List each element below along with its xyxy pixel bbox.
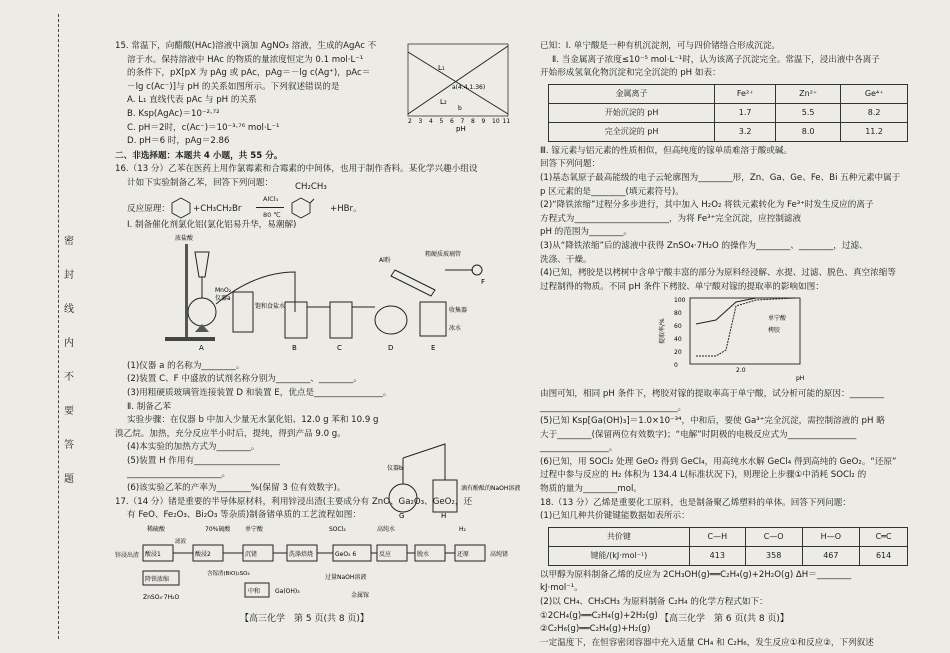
text-line: (2)以 CH₄、CH₃CH₃ 为原料制备 C₂H₄ 的化学方程式如下： <box>540 597 768 608</box>
y-tick: 80 <box>674 310 682 318</box>
text-line: 一定温度下，在恒容密闭容器中充入适量 CH₄ 和 C₂H₆，发生反应①和反应②，下列叙述 <box>540 637 874 648</box>
q16-sub: (6)该实验乙苯的产率为________%(保留 3 位有效数字)。 <box>127 483 346 494</box>
flow-start: 锌浸出渣 <box>115 551 140 559</box>
table-cell: 614 <box>860 546 908 565</box>
q17-line: 有 FeO、Fe₂O₃、Bi₂O₃ 等杂质)制备锗单质的工艺流程如图： <box>127 510 361 521</box>
x-axis-label: pH <box>796 375 805 383</box>
text-line: (4)已知，栲胶是以栲树中含单宁酸丰富的部分为原料经浸解、水提、过滤、脱色、真空浓缩等 <box>540 268 896 279</box>
text-line: 由图可知，相同 pH 条件下，栲胶对镓的提取率高于单宁酸，试分析可能的原因：________ <box>540 388 884 399</box>
ph-tick: 4 <box>429 118 433 125</box>
footer-page-6: 【高三化学 第 6 页(共 8 页)】 <box>660 614 789 624</box>
y-tick: 100 <box>674 297 686 305</box>
label-F: F <box>481 278 486 287</box>
text-line: ②C₂H₆(g)══C₂H₄(g)+H₂(g) <box>540 624 651 635</box>
ph-tick: 8 <box>471 118 475 125</box>
ph-tick: 9 <box>481 118 486 125</box>
table-cell: 3.2 <box>715 122 776 141</box>
flow-box-label: 脱水 <box>417 550 430 558</box>
table-header: 共价键 <box>549 527 690 546</box>
table-cell: 键能/(kJ·mol⁻¹) <box>549 546 690 565</box>
q15-line: 15. 常温下，向醋酸(HAc)溶液中滴加 AgNO₃ 溶液，生成的AgAc 不 <box>115 41 377 51</box>
text-line: 方程式为______________________，为将 Fe³⁺完全沉淀，应控制滤液 <box>540 213 802 224</box>
ph-axis-label: pH <box>456 125 466 133</box>
q16-sub: (5)装置 H 作用有____________________ <box>127 455 281 466</box>
label-C: C <box>337 344 342 353</box>
flow-box-label: 降铁浓缩 <box>145 575 170 583</box>
seal-char: 密 <box>64 236 74 247</box>
seal-text <box>62 225 76 497</box>
flow-filtrate: 滤液 <box>175 538 187 545</box>
q17-questions <box>540 145 920 295</box>
q15-option: A. L₁ 直线代表 pAc 与 pH 的关系 <box>127 95 257 106</box>
flow-ga-slag: 含镓渣(BiO)₂SO₄ <box>207 570 250 577</box>
question-15 <box>115 40 395 149</box>
flow-box-label: 酸浸2 <box>195 550 211 558</box>
given-line: 开始形成氢氧化物沉淀和完全沉淀的 pH 如表： <box>540 68 721 79</box>
text-line: kJ·mol⁻¹。 <box>540 583 583 594</box>
table-cell: 413 <box>689 546 745 565</box>
seal-char: 题 <box>64 474 74 485</box>
section-2-title: 二、非选择题：本题共 4 小题，共 55 分。 <box>115 150 283 161</box>
left-column <box>115 40 521 610</box>
label-mno2: MnO₂ <box>215 287 232 295</box>
text-line: pH 的范围为________。 <box>540 227 632 238</box>
table-cell: 开始沉淀的 pH <box>549 103 715 122</box>
y-axis-label: 提取率/% <box>659 318 666 345</box>
seal-char: 内 <box>64 338 74 349</box>
label-saturated-brine: 饱和食盐水 <box>255 303 286 311</box>
y-tick: 0 <box>674 362 678 370</box>
footer-page-5: 【高三化学 第 5 页(共 8 页)】 <box>240 614 369 624</box>
label-H: H <box>441 512 447 520</box>
part-1-title: Ⅰ. 制备催化剂氯化铝(氯化铝易升华，易潮解) <box>127 219 297 230</box>
extraction-graph <box>540 294 920 382</box>
flow-output: 高纯锗 <box>490 550 509 558</box>
text-line: 18.（13 分）乙烯是重要化工原料，也是制备聚乙烯塑料的单体。回答下列问题： <box>540 497 851 508</box>
q15-line: －lg c(Ac⁻)]与 pH 的关系如图所示。下列叙述错误的是 <box>127 81 340 92</box>
q15-line: 溶于水。保持溶液中 HAc 的物质的量浓度恒定为 0.1 mol·L⁻¹ <box>127 54 364 65</box>
ethylbenzene-icon <box>290 197 312 219</box>
point-b: b <box>458 105 462 112</box>
seal-char: 要 <box>64 406 74 417</box>
q15-option: B. Ksp(AgAc)＝10⁻²·⁷² <box>127 108 220 119</box>
table-cell: 1.7 <box>715 103 776 122</box>
text-line: (1)已知几种共价键键能数据如表所示： <box>540 511 690 522</box>
table-header: 金属离子 <box>549 84 715 103</box>
flow-reagent: 稀硫酸 <box>147 525 166 533</box>
label-hcl: 浓盐酸 <box>175 235 194 243</box>
text-line: (2)“降铁浓缩”过程分多步进行，其中加入 H₂O₂ 将铁元素转化为 Fe³⁺时发生反应的离子 <box>540 200 874 211</box>
text-line: ①2CH₄(g)══C₂H₄(g)+2H₂(g) <box>540 610 658 621</box>
temperature-label: 80 ℃ <box>263 210 281 219</box>
table-row <box>549 103 908 122</box>
flow-box-label: GeO₂ 6 <box>335 550 357 558</box>
flow-gaoh: Ga(OH)₃ <box>275 587 300 595</box>
seal-char: 答 <box>64 440 74 451</box>
flow-box-label: 还原 <box>457 550 470 558</box>
flow-reagent: 高纯水 <box>377 525 396 533</box>
ph-tick: 7 <box>460 118 465 125</box>
product-text: +HBr。 <box>330 203 362 214</box>
q16-sub: (4)本实验的加热方式为________。 <box>127 442 260 453</box>
l2-label: L₂ <box>440 98 447 106</box>
process-flowchart <box>115 523 515 605</box>
legend-2: 栲胶 <box>768 327 781 335</box>
substituent-text: CH₂CH₃ <box>295 181 327 192</box>
q16-sub: (2)装置 C、F 中盛放的试剂名称分别为________、________。 <box>127 374 362 385</box>
table-header: Zn²⁺ <box>776 84 841 103</box>
ph-tick: 3 <box>418 118 423 125</box>
text-line: (1)基态氧原子最高能级的电子云轮廓图为________形，Zn、Ga、Ge、Fe、Bi 五种元素中属于 <box>540 172 901 183</box>
text-line: (3)从“降铁浓缩”后的滤液中获得 ZnSO₄·7H₂O 的操作为________、________，过滤、 <box>540 240 868 251</box>
flow-reagent: 单宁酸 <box>245 525 264 533</box>
y-tick: 20 <box>674 349 682 357</box>
flow-reagent: SOCl₂ <box>329 525 346 533</box>
ph-tick: 11 <box>502 118 511 125</box>
x-tick: 2.0 <box>736 367 746 375</box>
label-instrument-b: 仪器b <box>387 465 403 472</box>
apparatus-2 <box>385 440 521 520</box>
label-A: A <box>199 344 204 353</box>
series-line <box>696 298 796 356</box>
q18-text <box>540 569 920 651</box>
table-cell: 完全沉淀的 pH <box>549 122 715 141</box>
line-l1 <box>408 46 508 114</box>
table-header: C—H <box>689 527 745 546</box>
table-cell: 5.5 <box>776 103 841 122</box>
l1-label: L₁ <box>438 64 445 72</box>
part-2-title: Ⅱ. 制备乙苯 <box>127 401 172 412</box>
text-line: 洗涤、干燥。 <box>540 254 592 265</box>
text-line: 过程中参与反应的 H₂ 体积为 134.4 L(标准状况下)，则理论上步骤①中消耗 SOCl₂ 的 <box>540 470 867 481</box>
q17-q18-text <box>540 388 920 524</box>
label-naoh: 滴有酚酞的NaOH溶液 <box>461 485 521 492</box>
ph-tick-labels <box>408 118 510 125</box>
q16-sub: (3)用粗硬质玻璃管连接装置 D 和装置 E，优点是________________。 <box>127 387 392 398</box>
text-line: 以甲醇为原料制备乙烯的反应为 2CH₃OH(g)══C₂H₄(g)+2H₂O(g) ΔH＝________ <box>540 569 852 580</box>
text-line: 回答下列问题： <box>540 159 601 170</box>
q16-step: 溴乙烷。加热，充分反应半小时后，提纯，得到产品 9.0 g。 <box>115 428 346 439</box>
flow-box-label: 中和 <box>248 587 261 595</box>
catalyst-label: AlCl₃ <box>263 194 279 203</box>
q16-subquestions <box>115 360 392 496</box>
table-cell: 358 <box>745 546 802 565</box>
ph-tick: 6 <box>450 118 454 125</box>
legend-1: 单宁酸 <box>768 315 787 323</box>
text-line: (6)已知，用 SOCl₂ 处理 GeO₂ 得到 GeCl₄，用高纯水水解 GeCl₄ 得到高纯的 GeO₂。“还原” <box>540 456 897 467</box>
table-cell: 8.2 <box>841 103 908 122</box>
q16-sub: (1)仪器 a 的名称为________。 <box>127 360 245 371</box>
ph-px-graph <box>400 42 515 132</box>
q17-line: 17.（14 分）锗是重要的半导体原材料，利用锌浸出渣(主要成分有 ZnO、Ga₂O₃、GeO₂，还 <box>115 496 473 507</box>
q15-option: C. pH＝2时，c(Ac⁻)＝10⁻³·⁷⁶ mol·L⁻¹ <box>127 122 280 133</box>
reaction-label: 反应原理： <box>127 203 170 214</box>
table-cell: 11.2 <box>841 122 908 141</box>
q16-line: 16.（13 分）乙苯在医药上用作氯霉素和合霉素的中间体，也用于制作香料。某化学兴趣小组设 <box>115 164 478 175</box>
q15-option: D. pH＝6 时，pAg＝2.86 <box>127 136 230 147</box>
ph-table <box>548 84 908 142</box>
flow-box-label: 洗涤焙烧 <box>289 550 314 558</box>
table-header: C—O <box>745 527 802 546</box>
label-B: B <box>292 344 297 353</box>
text-line: 物质的量为________mol。 <box>540 484 642 495</box>
table-row <box>549 84 908 103</box>
bond-energy-table <box>548 527 908 566</box>
label-collector: 收集器 <box>449 307 468 315</box>
table-row <box>549 122 908 141</box>
table-header: Fe²⁺ <box>715 84 776 103</box>
text-line: ________________________________。 <box>540 402 687 413</box>
text-line: Ⅲ. 镓元素与铝元素的性质相似，但高纯度的镓单质难溶于酸或碱。 <box>540 145 793 156</box>
flow-reagent: H₂ <box>459 525 466 533</box>
point-a: a(4.4,1.36) <box>452 84 486 91</box>
q15-line: 的条件下，pX[pX 为 pAg 或 pAc，pAg＝－lg c(Ag⁺)，pAc＝ <box>127 68 371 79</box>
flow-zn-product: ZnSO₄·7H₂O <box>143 593 180 601</box>
given-line: 已知：Ⅰ. 单宁酸是一种有机沉淀剂，可与四价锗络合形成沉淀。 <box>540 41 781 51</box>
right-column <box>540 40 920 650</box>
text-line: 过程制得的物质。不同 pH 条件下栲胶、单宁酸对镓的提取率的影响如图： <box>540 281 824 292</box>
flow-reagent: 70%硫酸 <box>205 525 231 533</box>
text-line: 大于________(保留两位有效数字)；“电解”时阴极的电极反应式为________________ <box>540 429 857 440</box>
label-G: G <box>399 512 405 520</box>
label-D: D <box>388 344 394 353</box>
q16-step: 实验步骤：在仪器 b 中加入少量无水氯化铝、12.0 g 苯和 10.9 g <box>127 415 379 426</box>
seal-line <box>58 14 59 639</box>
flow-box-label: 酸浸1 <box>145 550 161 558</box>
q16-sub: ______________________。 <box>127 469 231 480</box>
y-tick: 60 <box>674 323 682 331</box>
table-header: C═C <box>860 527 908 546</box>
given-line: Ⅱ. 当金属离子浓度≤10⁻⁵ mol·L⁻¹时，认为该离子沉淀完全。常温下，浸出液中各离子 <box>552 54 880 65</box>
seal-char: 封 <box>64 270 74 281</box>
text-line: (5)已知 Ksp[Ga(OH)₃]＝1.0×10⁻³⁴，中和后，要使 Ga³⁺完全沉淀，需控制溶液的 pH 略 <box>540 416 885 427</box>
ph-tick: 10 <box>492 118 500 125</box>
table-row <box>549 527 908 546</box>
flow-naoh: 过量NaOH溶液 <box>325 573 367 581</box>
flow-box-label: 沉锗 <box>245 550 258 558</box>
text-line: ________________。 <box>540 443 618 454</box>
table-header: H—O <box>802 527 860 546</box>
label-al-powder: Al粉 <box>379 257 391 265</box>
table-header: Ge⁴⁺ <box>841 84 908 103</box>
ph-tick: 5 <box>439 118 444 125</box>
seal-char: 线 <box>64 304 74 315</box>
q16-line: 计如下实验制备乙苯，回答下列问题： <box>127 177 274 188</box>
table-cell: 8.0 <box>776 122 841 141</box>
table-cell: 467 <box>802 546 860 565</box>
label-instrument-a: 仪器a <box>215 295 231 303</box>
label-E: E <box>431 344 436 353</box>
y-tick: 40 <box>674 336 682 344</box>
label-ice-water: 冰水 <box>449 325 462 333</box>
flow-box-label: 反应 <box>379 550 392 558</box>
reagent-text: +CH₃CH₂Br <box>193 203 242 214</box>
table-row <box>549 546 908 565</box>
flow-ga-metal: 金属镓 <box>351 591 370 599</box>
benzene-icon <box>170 197 192 219</box>
label-glass-tube: 粗硬质玻璃管 <box>425 251 462 259</box>
ph-tick: 2 <box>408 118 412 125</box>
apparatus-1 <box>155 232 495 354</box>
text-line: p 区元素的是________(填元素符号)。 <box>540 186 684 197</box>
seal-char: 不 <box>64 372 74 383</box>
